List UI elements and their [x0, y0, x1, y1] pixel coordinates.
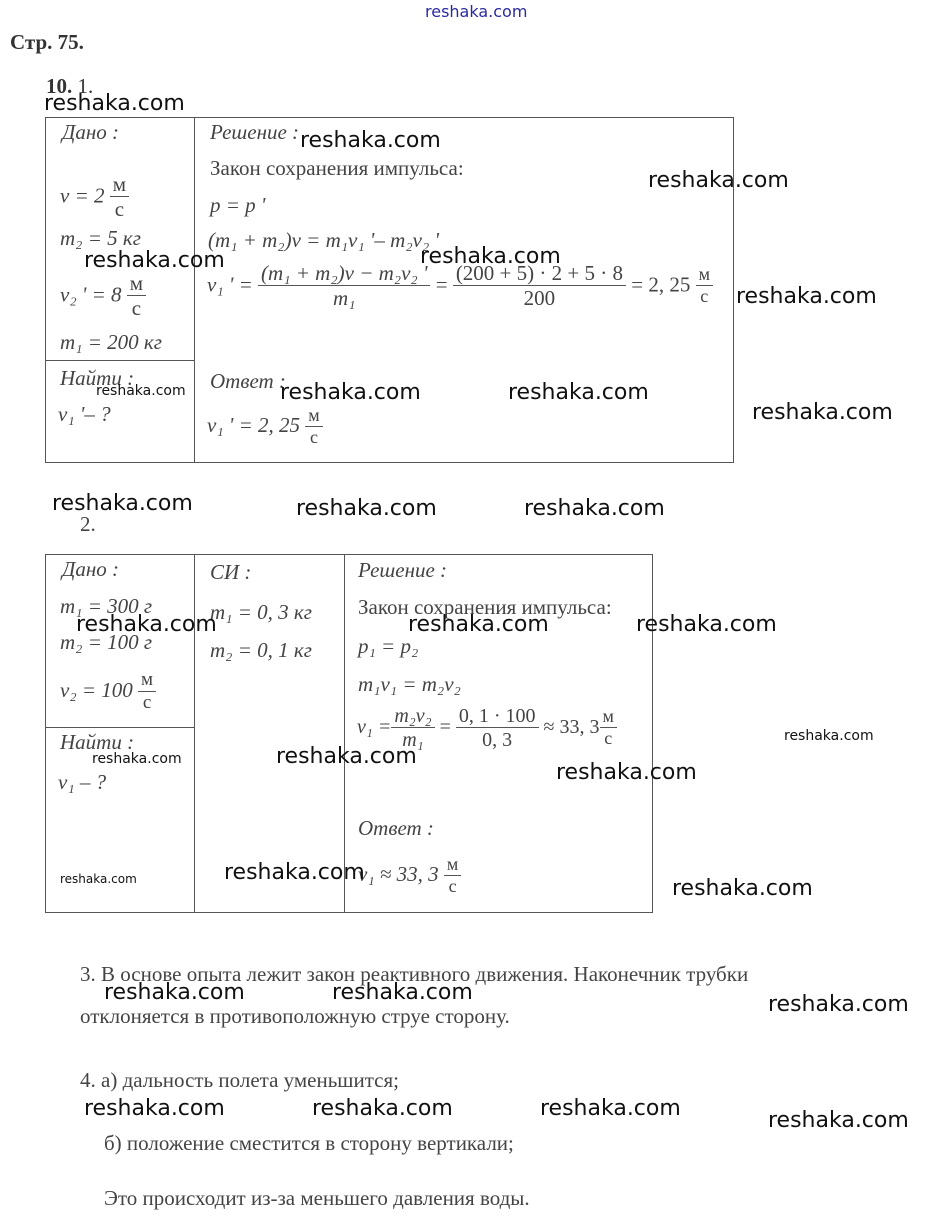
watermark: reshaka.com [556, 760, 697, 785]
page-reference: Стр. 75. [10, 30, 84, 54]
p1-eq3-num2: (200 + 5) · 2 + 5 · 8 [453, 262, 626, 286]
watermark: reshaka.com [300, 128, 441, 153]
p1-solution-label: Решение : [210, 120, 300, 144]
watermark: reshaka.com [784, 728, 874, 744]
p2-given-m2: m₂ = 100 г [60, 630, 153, 654]
p1-given-v-unit [110, 173, 129, 222]
watermark: reshaka.com [768, 1108, 909, 1133]
p1-find-value: v₁ '– ? [58, 402, 111, 426]
p1-eq3-num1: (m₁ + m₂)v − m₂v₂ ' [258, 262, 430, 286]
problem2-divider-1 [194, 554, 195, 913]
p2-eq3-result: ≈ 33, 3 [543, 716, 600, 739]
p2-given-v2-unit [138, 670, 156, 715]
p1-given-m2: m₂ = 5 кг [60, 226, 141, 250]
p1-given-v [60, 173, 129, 222]
watermark: reshaka.com [280, 380, 421, 405]
p1-answer-unit-num: м [305, 406, 322, 427]
item3-line1: 3. В основе опыта лежит закон реактивного движения. Наконечник трубки [80, 962, 749, 986]
p1-given-v2-unit [127, 272, 146, 321]
p2-answer-unit [444, 855, 461, 897]
watermark: reshaka.com [92, 751, 182, 767]
p1-answer-unit [305, 406, 322, 448]
task-number-label: 10. [46, 74, 73, 98]
p2-find-label: Найти : [60, 730, 135, 754]
p1-find-label: Найти : [60, 366, 135, 390]
p1-v2-unit-den: с [131, 296, 142, 321]
watermark: reshaka.com [420, 244, 561, 269]
p2-law: Закон сохранения импульса: [358, 595, 612, 619]
p1-eq3-unit-num: м [696, 265, 713, 286]
problem1-given-divider [45, 360, 195, 361]
p2-eq3-unit-den: с [604, 728, 613, 749]
part2-label: 2. [80, 512, 96, 536]
watermark: reshaka.com [84, 248, 225, 273]
p2-eq3-unit [600, 707, 617, 749]
p2-si-m2: m₂ = 0, 1 кг [210, 638, 312, 662]
p1-answer-label: Ответ : [210, 369, 286, 393]
watermark: reshaka.com [636, 612, 777, 637]
p1-answer-lhs: v₁ ' = 2, 25 [207, 413, 301, 438]
p2-eq3-den1: m₁ [402, 729, 424, 751]
p2-si-label: СИ : [210, 560, 252, 584]
p2-given-m1: m₁ = 300 г [60, 594, 153, 618]
p1-eq3-eq: = [435, 272, 448, 297]
watermark: reshaka.com [736, 284, 877, 309]
watermark: reshaka.com [672, 876, 813, 901]
part1-label: 1. [77, 74, 94, 98]
p2-answer [358, 855, 461, 897]
p1-eq3-frac2 [453, 262, 626, 311]
watermark: reshaka.com [76, 612, 217, 637]
top-site-watermark: reshaka.com [425, 2, 528, 21]
item4-a: 4. а) дальность полета уменьшится; [80, 1068, 399, 1092]
watermark: reshaka.com [60, 872, 137, 886]
watermark: reshaka.com [84, 1096, 225, 1121]
item3-line2: отклоняется в противоположную струе сторону. [80, 1004, 510, 1028]
watermark: reshaka.com [648, 168, 789, 193]
watermark: reshaka.com [104, 980, 245, 1005]
watermark: reshaka.com [752, 400, 893, 425]
p1-eq3-unit-den: с [700, 286, 709, 307]
p2-si-m1: m₁ = 0, 3 кг [210, 600, 312, 624]
p2-eq2: m₁v₁ = m₂v₂ [358, 672, 461, 696]
p2-eq1: p₁ = p₂ [358, 634, 419, 658]
watermark: reshaka.com [224, 860, 365, 885]
p1-v-unit-num: м [110, 173, 129, 197]
p1-given-v-lhs: v = 2 [60, 183, 105, 208]
p2-solution-label: Решение : [358, 558, 448, 582]
p2-eq3-frac2 [456, 705, 539, 752]
p1-given-v2 [60, 272, 146, 321]
p1-eq3-lhs: v₁ ' = [207, 272, 253, 297]
p2-answer-lhs: v₁ ≈ 33, 3 [358, 862, 439, 887]
p2-answer-label: Ответ : [358, 816, 434, 840]
p2-eq3-den2: 0, 3 [482, 729, 513, 751]
p1-eq2: (m₁ + m₂)v = m₁v₁ '– m₂v₂ ' [208, 228, 439, 252]
p1-answer [207, 406, 323, 448]
p2-answer-unit-num: м [444, 855, 461, 876]
p2-given-v2 [60, 670, 156, 715]
item4-b: б) положение сместится в сторону вертикали; [104, 1131, 514, 1155]
p1-given-label: Дано : [62, 120, 120, 144]
p1-eq3-den1: m₁ [333, 286, 356, 311]
p2-eq3-num1: m₂v₂ [391, 705, 434, 728]
watermark: reshaka.com [52, 491, 193, 516]
p1-eq3-unit [696, 265, 713, 307]
p1-law: Закон сохранения импульса: [210, 156, 464, 180]
p2-v2-unit-num: м [138, 670, 156, 692]
watermark: reshaka.com [296, 496, 437, 521]
p1-v-unit-den: с [114, 197, 125, 222]
p2-eq3-unit-num: м [600, 707, 617, 728]
p2-given-v2-lhs: v₂ = 100 [60, 678, 133, 703]
problem1-divider [194, 117, 195, 463]
watermark: reshaka.com [44, 91, 185, 116]
watermark: reshaka.com [540, 1096, 681, 1121]
p1-given-m1: m₁ = 200 кг [60, 330, 162, 354]
watermark: reshaka.com [524, 496, 665, 521]
p1-given-v2-lhs: v₂ ' = 8 [60, 282, 122, 307]
watermark: reshaka.com [408, 612, 549, 637]
p1-eq3-result: = 2, 25 [631, 272, 691, 297]
p2-given-label: Дано : [62, 557, 120, 581]
p1-eq3-den2: 200 [523, 286, 556, 311]
p1-eq3 [207, 262, 713, 311]
p1-eq3-frac1 [258, 262, 430, 311]
p2-v2-unit-den: с [142, 691, 152, 713]
watermark: reshaka.com [312, 1096, 453, 1121]
p2-eq3-lhs: v₁ = [357, 716, 392, 739]
p1-eq1: p = p ' [210, 193, 266, 217]
p1-v2-unit-num: м [127, 272, 146, 296]
watermark: reshaka.com [768, 992, 909, 1017]
p2-eq3-num2: 0, 1 · 100 [456, 705, 539, 728]
watermark: reshaka.com [276, 744, 417, 769]
p2-find-value: v₁ – ? [58, 770, 107, 794]
p1-answer-unit-den: с [309, 426, 318, 447]
item4-c: Это происходит из-за меньшего давления воды. [104, 1186, 530, 1210]
watermark: reshaka.com [96, 383, 186, 399]
watermark: reshaka.com [508, 380, 649, 405]
p2-answer-unit-den: с [448, 875, 457, 896]
problem2-given-divider [45, 727, 195, 728]
p2-eq3-eq: = [439, 716, 451, 739]
watermark: reshaka.com [332, 980, 473, 1005]
